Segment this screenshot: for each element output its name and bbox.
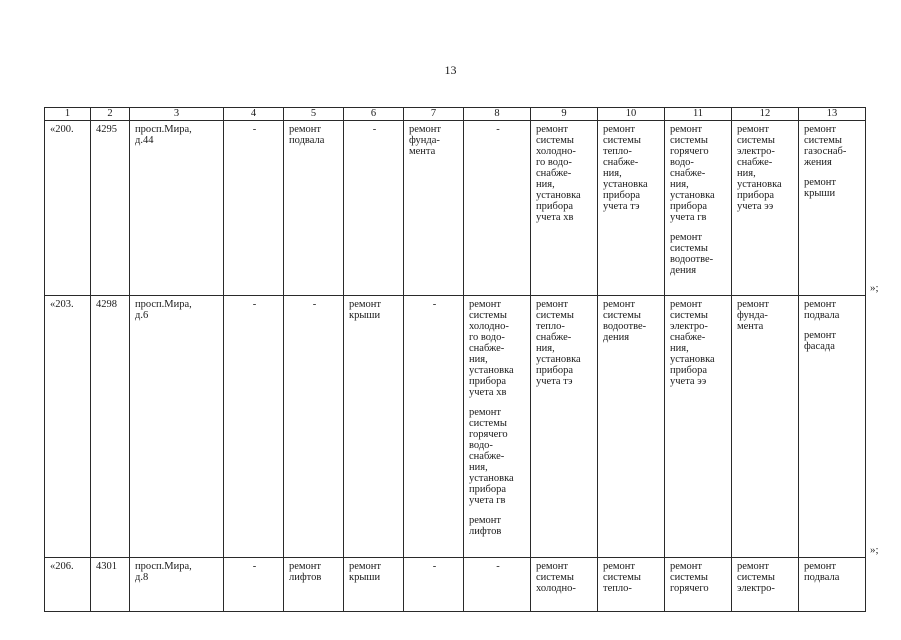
table-cell (665, 296, 732, 558)
table-cell (45, 296, 91, 558)
table-row (45, 296, 866, 558)
cell-text: «200. (50, 124, 74, 135)
table-cell (799, 296, 866, 558)
table-cell (130, 121, 224, 296)
column-number-7: 7 (404, 108, 464, 121)
table-cell (531, 296, 598, 558)
cell-text: ремонт фунда- мента (737, 299, 770, 333)
cell-text: - (312, 299, 317, 310)
table-cell (732, 121, 799, 296)
table-cell (224, 296, 284, 558)
column-number-6: 6 (344, 108, 404, 121)
table-cell (130, 296, 224, 558)
cell-text: ремонт системы электро- снабже- ния, установка прибора учета ээ (670, 299, 715, 388)
cell-text: - (252, 124, 257, 135)
column-number-5: 5 (284, 108, 344, 121)
table-cell (598, 558, 665, 612)
table-cell (404, 558, 464, 612)
cell-text: ремонт системы горячего водо- снабже- ния, установка прибора учета гв (469, 407, 514, 507)
table-cell (799, 558, 866, 612)
table-cell (464, 558, 531, 612)
column-number-9: 9 (531, 108, 598, 121)
table-cell (284, 121, 344, 296)
table-cell (732, 296, 799, 558)
cell-text: - (372, 124, 377, 135)
row-closing-mark: »; (870, 543, 879, 556)
cell-text: ремонт системы тепло- снабже- ния, установка прибора учета тэ (603, 124, 648, 213)
cell-text: ремонт подвала (289, 124, 325, 147)
table-row (45, 121, 866, 296)
cell-text: ремонт системы водоотве- дения (603, 299, 647, 344)
cell-text: ремонт крыши (804, 177, 837, 200)
table-row (45, 558, 866, 612)
table-cell (531, 121, 598, 296)
column-number-3: 3 (130, 108, 224, 121)
table-cell (45, 558, 91, 612)
table-cell (404, 296, 464, 558)
cell-text: ремонт системы тепло- снабже- ния, установка прибора учета тэ (536, 299, 581, 388)
cell-text: ремонт подвала (804, 561, 840, 584)
table-cell (464, 296, 531, 558)
table-cell (224, 121, 284, 296)
table-cell (224, 558, 284, 612)
column-number-10: 10 (598, 108, 665, 121)
cell-text: - (252, 299, 257, 310)
cell-text: ремонт фасада (804, 330, 837, 353)
table-cell (91, 121, 130, 296)
cell-text: ремонт лифтов (289, 561, 322, 584)
cell-text: ремонт системы холодно- го водо- снабже- ния, установка прибора учета хв (536, 124, 581, 224)
table-cell (665, 558, 732, 612)
cell-text: ремонт системы электро- (737, 561, 775, 595)
cell-text: 4301 (96, 561, 117, 572)
table-cell (598, 296, 665, 558)
cell-text: - (432, 561, 437, 572)
table-cell (531, 558, 598, 612)
cell-text: «203. (50, 299, 74, 310)
page-number: 13 (444, 63, 457, 77)
cell-text: - (496, 124, 500, 135)
cell-text: - (496, 561, 500, 572)
cell-text: - (432, 299, 437, 310)
header-row (45, 108, 866, 121)
repair-schedule-table (44, 107, 866, 612)
cell-text: 4298 (96, 299, 117, 310)
cell-text: просп.Мира, д.44 (135, 124, 192, 147)
table-cell (45, 121, 91, 296)
table-cell (665, 121, 732, 296)
cell-text: ремонт лифтов (469, 515, 502, 538)
table-cell (91, 558, 130, 612)
column-number-12: 12 (732, 108, 799, 121)
cell-text: ремонт крыши (349, 561, 382, 584)
table-cell (732, 558, 799, 612)
cell-text: ремонт системы тепло- (603, 561, 641, 595)
cell-text: ремонт системы холодно- го водо- снабже- ния, установка прибора учета хв (469, 299, 514, 399)
table-cell (91, 296, 130, 558)
cell-text: - (252, 561, 257, 572)
cell-text: просп.Мира, д.6 (135, 299, 192, 322)
cell-text: ремонт системы горячего (670, 561, 709, 595)
table-cell (344, 121, 404, 296)
column-number-8: 8 (464, 108, 531, 121)
table-cell (344, 558, 404, 612)
cell-text: 4295 (96, 124, 117, 135)
cell-text: просп.Мира, д.8 (135, 561, 192, 584)
column-number-11: 11 (665, 108, 732, 121)
column-number-2: 2 (91, 108, 130, 121)
table-cell (799, 121, 866, 296)
column-number-4: 4 (224, 108, 284, 121)
table-cell (464, 121, 531, 296)
row-closing-mark: »; (870, 281, 879, 294)
table-cell (284, 558, 344, 612)
table-cell (284, 296, 344, 558)
cell-text: ремонт подвала (804, 299, 840, 322)
cell-text: ремонт системы горячего водо- снабже- ния, установка прибора учета гв (670, 124, 715, 224)
table-cell (404, 121, 464, 296)
column-number-1: 1 (45, 108, 91, 121)
cell-text: ремонт фунда- мента (409, 124, 442, 158)
table-cell (130, 558, 224, 612)
table-cell (344, 296, 404, 558)
table-cell (598, 121, 665, 296)
cell-text: ремонт системы водоотве- дения (670, 232, 714, 277)
cell-text: «206. (50, 561, 74, 572)
column-number-13: 13 (799, 108, 866, 121)
cell-text: ремонт системы электро- снабже- ния, установка прибора учета ээ (737, 124, 782, 213)
cell-text: ремонт крыши (349, 299, 382, 322)
cell-text: ремонт системы газоснаб- жения (804, 124, 847, 169)
cell-text: ремонт системы холодно- (536, 561, 576, 595)
